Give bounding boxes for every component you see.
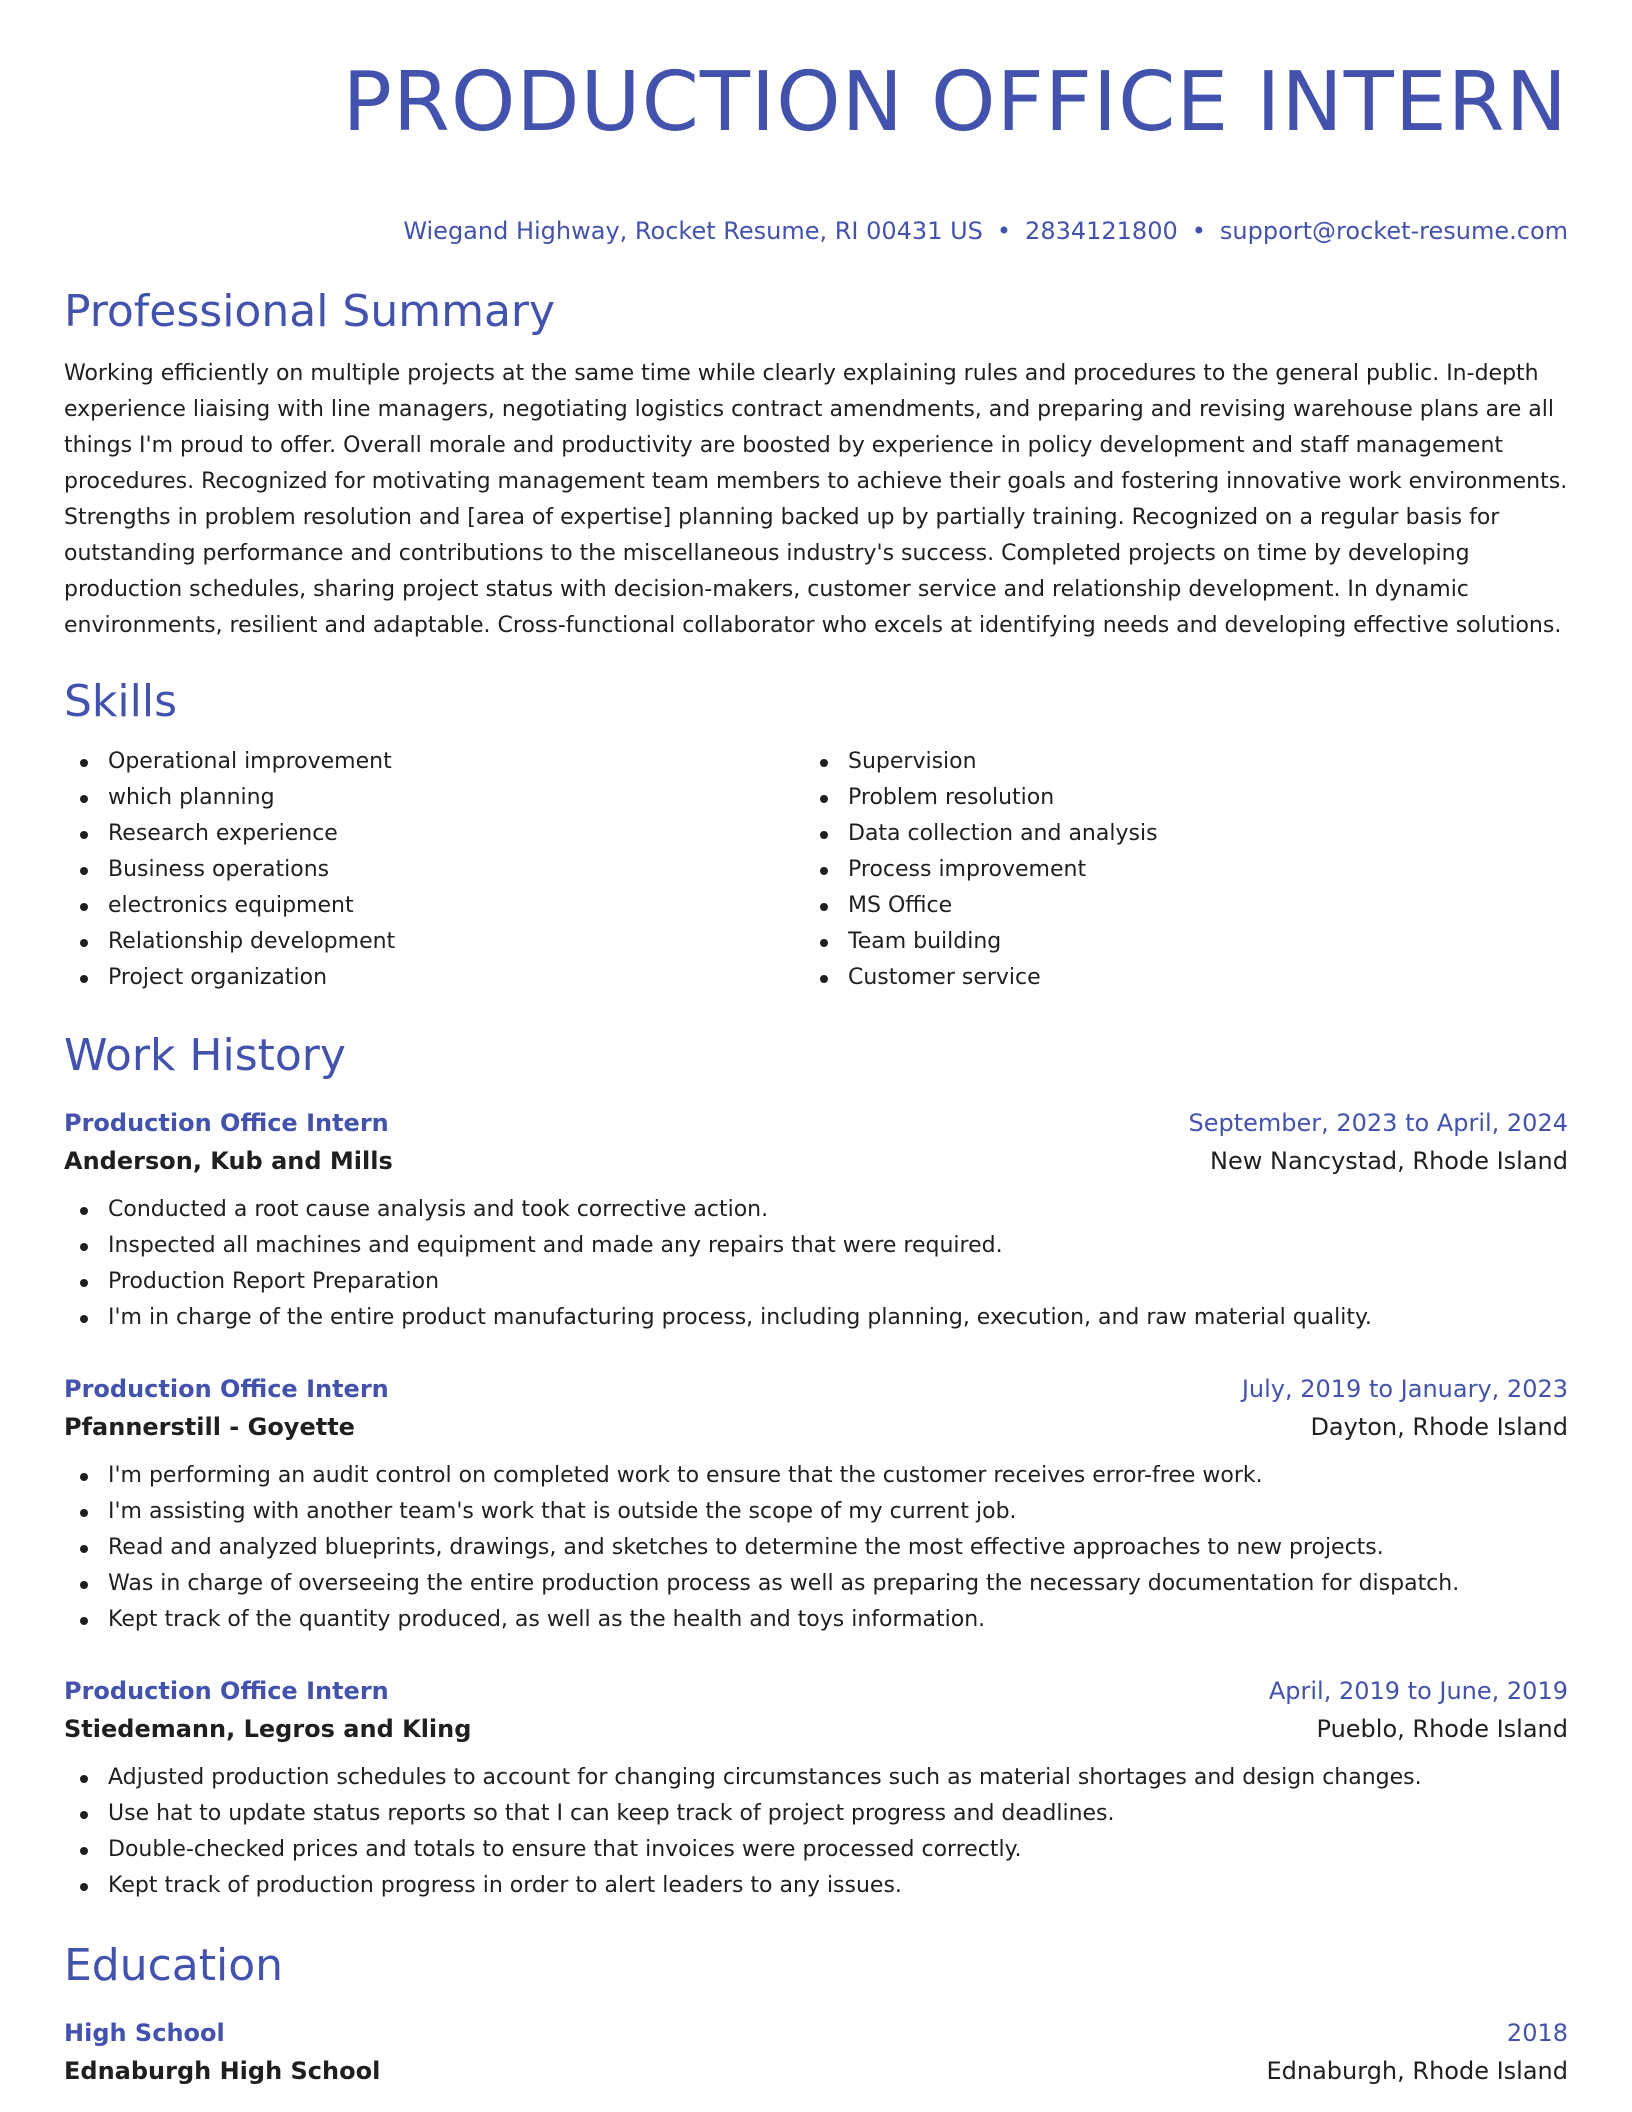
job-bullet: Inspected all machines and equipment and made any repairs that were required. [64,1228,1568,1264]
job-location: Pueblo, Rhode Island [1316,1715,1568,1743]
job-bullet: Double-checked prices and totals to ensure that invoices were processed correctly. [64,1832,1568,1868]
skill-item: Process improvement [804,852,1544,888]
job-title: Production Office Intern [64,1375,389,1403]
job-dates: September, 2023 to April, 2024 [1188,1109,1568,1137]
job-bullets [64,1760,1568,1904]
skill-item: Relationship development [64,924,804,960]
contact-address: Wiegand Highway, Rocket Resume, RI 00431 US [403,217,983,245]
job-entry [64,1104,1568,1336]
summary-heading: Professional Summary [64,286,556,337]
job-bullet: I'm in charge of the entire product manufacturing process, including planning, execution, and raw material quality. [64,1300,1568,1336]
job-entry [64,1370,1568,1638]
contact-separator: • [1191,217,1206,245]
job-location: Dayton, Rhode Island [1310,1413,1568,1441]
job-company: Anderson, Kub and Mills [64,1147,393,1175]
skill-item: Team building [804,924,1544,960]
contact-line [64,216,1568,246]
contact-phone: 2834121800 [1025,217,1178,245]
skill-item: which planning [64,780,804,816]
education-location: Ednaburgh, Rhode Island [1266,2057,1568,2085]
job-bullet: Kept track of production progress in order to alert leaders to any issues. [64,1868,1568,1904]
skills-heading: Skills [64,676,178,727]
job-bullets [64,1458,1568,1638]
job-bullet: Was in charge of overseeing the entire production process as well as preparing the necessary documentation for dispatch. [64,1566,1568,1602]
contact-separator: • [996,217,1012,245]
skill-item: MS Office [804,888,1544,924]
contact-email[interactable]: support@rocket-resume.com [1219,217,1568,245]
job-title: Production Office Intern [64,1109,389,1137]
skill-item: Business operations [64,852,804,888]
job-company: Pfannerstill - Goyette [64,1413,355,1441]
job-bullet: Use hat to update status reports so that I can keep track of project progress and deadlines. [64,1796,1568,1832]
resume-title: PRODUCTION OFFICE INTERN [342,55,1568,150]
skills-column-left [64,744,804,996]
education-year: 2018 [1506,2019,1568,2047]
skill-item: Supervision [804,744,1544,780]
skill-item: electronics equipment [64,888,804,924]
job-bullet: I'm performing an audit control on completed work to ensure that the customer receives error-free work. [64,1458,1568,1494]
education-school: Ednaburgh High School [64,2057,381,2085]
summary-text: Working efficiently on multiple projects at the same time while clearly explaining rules and procedures to the general public. In-depth experience liaising with line managers, negotiating logistics contract amendments, and preparing and revising warehouse plans are all things I'm proud to offer. Overall morale and productivity are boosted by experience in policy development and staff management procedures. Recognized for motivating management team members to achieve their goals and fostering innovative work environments. Strengths in problem resolution and [area of expertise] planning backed up by partially training. Recognized on a regular basis for outstanding performance and contributions to the miscellaneous industry's success. Completed projects on time by developing production schedules, sharing project status with decision-makers, customer service and relationship development. In dynamic environments, resilient and adaptable. Cross-functional collaborator who excels at identifying needs and developing effective solutions. [64,361,1568,638]
job-title: Production Office Intern [64,1677,389,1705]
job-bullets [64,1192,1568,1336]
job-bullet: Conducted a root cause analysis and took corrective action. [64,1192,1568,1228]
skill-item: Customer service [804,960,1544,996]
job-company: Stiedemann, Legros and Kling [64,1715,472,1743]
skill-item: Operational improvement [64,744,804,780]
job-bullet: Read and analyzed blueprints, drawings, and sketches to determine the most effective approaches to new projects. [64,1530,1568,1566]
job-bullet: Adjusted production schedules to account for changing circumstances such as material shortages and design changes. [64,1760,1568,1796]
education-heading: Education [64,1940,284,1991]
job-bullet: Kept track of the quantity produced, as well as the health and toys information. [64,1602,1568,1638]
job-dates: July, 2019 to January, 2023 [1241,1375,1568,1403]
skills-list [64,744,1568,996]
job-entry [64,1672,1568,1904]
job-location: New Nancystad, Rhode Island [1210,1147,1568,1175]
job-bullet: I'm assisting with another team's work that is outside the scope of my current job. [64,1494,1568,1530]
skill-item: Research experience [64,816,804,852]
skill-item: Problem resolution [804,780,1544,816]
skills-column-right [804,744,1544,996]
education-degree: High School [64,2019,225,2047]
education-entry [64,2014,1568,2090]
job-dates: April, 2019 to June, 2019 [1268,1677,1568,1705]
work-history-heading: Work History [64,1030,346,1081]
skill-item: Project organization [64,960,804,996]
job-bullet: Production Report Preparation [64,1264,1568,1300]
skill-item: Data collection and analysis [804,816,1544,852]
